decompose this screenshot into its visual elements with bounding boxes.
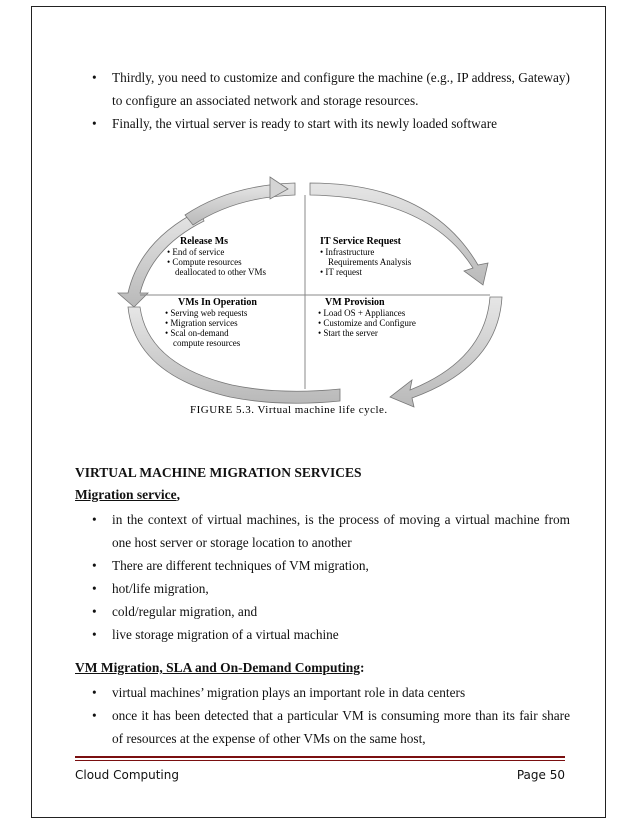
quadrant-item: Requirements Analysis (328, 257, 412, 267)
cycle-arrow-segment (390, 297, 502, 407)
quadrant-item: • Start the server (318, 328, 378, 338)
footer-rule (75, 756, 565, 758)
footer-rule (75, 760, 565, 761)
subheading-punctuation: , (176, 487, 180, 502)
quadrant-item: compute resources (173, 338, 241, 348)
quadrant-title: VMs In Operation (178, 297, 257, 308)
quadrant-item: deallocated to other VMs (175, 267, 267, 277)
section-subheading (75, 660, 365, 676)
sla-bullet-list (0, 681, 638, 750)
bullet-item: • Thirdly, you need to customize and configure the machine (e.g., IP address, Gateway) to configure an associated network and storage resources. (0, 66, 638, 112)
bullet-item: • There are different techniques of VM migration, (0, 554, 638, 577)
page-number: Page 50 (516, 768, 565, 782)
subheading-text: Migration service (75, 487, 177, 502)
bullet-item: • virtual machines’ migration plays an important role in data centers (0, 681, 638, 704)
quadrant-item: • IT request (320, 267, 362, 277)
bullet-item: • cold/regular migration, and (0, 600, 638, 623)
section-heading: VIRTUAL MACHINE MIGRATION SERVICES (75, 465, 362, 480)
quadrant-item: • End of service (167, 247, 225, 257)
quadrant-item: • Serving web requests (165, 308, 248, 318)
quadrant-item: • Scal on-demand (165, 328, 229, 338)
figure-caption: FIGURE 5.3. Virtual machine life cycle. (190, 404, 388, 416)
quadrant-item: • Customize and Configure (318, 318, 416, 328)
subheading-text: VM Migration, SLA and On-Demand Computing (75, 660, 361, 675)
quadrant-item: • Compute resources (167, 257, 242, 267)
bullet-item: • live storage migration of a virtual machine (0, 623, 638, 646)
quadrant-title: Release Ms (180, 236, 229, 247)
quadrant-item: • Load OS + Appliances (318, 308, 406, 318)
bullet-item: • Finally, the virtual server is ready to start with its newly loaded software (0, 112, 638, 135)
footer-title: Cloud Computing (75, 768, 179, 782)
quadrant-title: IT Service Request (320, 236, 401, 247)
quadrant-item: • Migration services (165, 318, 238, 328)
vm-lifecycle-figure (110, 175, 505, 420)
bullet-item: • in the context of virtual machines, is the process of moving a virtual machine from one host server or storage location to another (0, 508, 638, 554)
subheading-punctuation: : (360, 660, 365, 675)
quadrant-title: VM Provision (325, 297, 385, 308)
intro-bullet-list (0, 66, 638, 135)
migration-bullet-list (0, 508, 638, 646)
section-subheading (75, 487, 180, 503)
quadrant-item: • Infrastructure (320, 247, 375, 257)
bullet-item: • hot/life migration, (0, 577, 638, 600)
bullet-item: • once it has been detected that a particular VM is consuming more than its fair share of resources at the expense of other VMs on the same host, (0, 704, 638, 750)
